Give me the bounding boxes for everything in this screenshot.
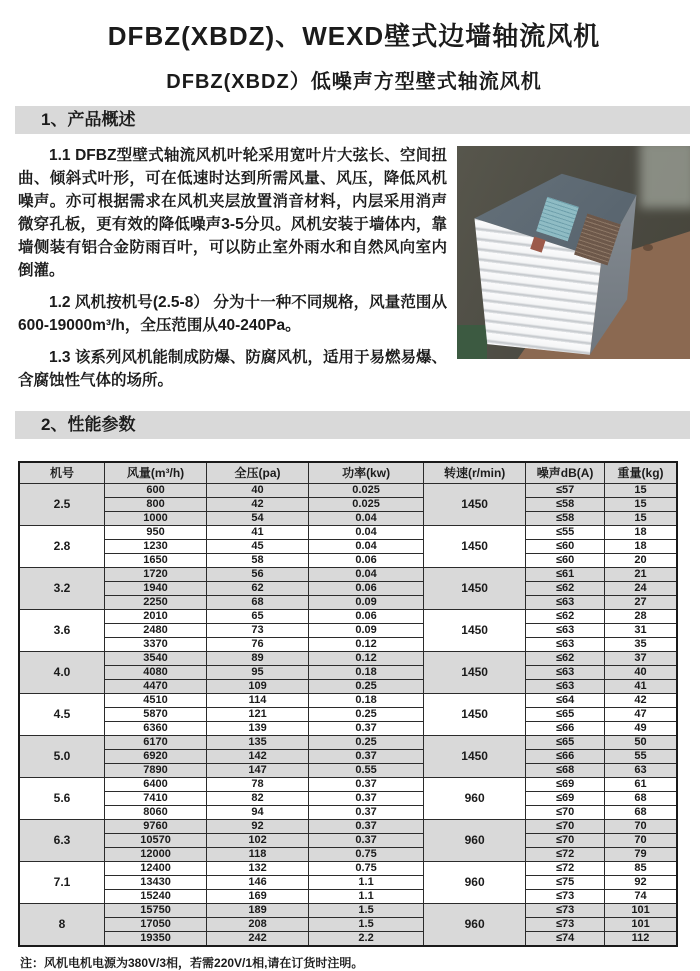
table-cell: 2.2 [309, 932, 424, 947]
table-cell: 1.1 [309, 890, 424, 904]
table-cell: ≤68 [526, 764, 605, 778]
table-cell: 89 [207, 652, 309, 666]
column-header: 风量(m³/h) [105, 462, 207, 484]
table-cell: ≤69 [526, 778, 605, 792]
table-cell: 7890 [105, 764, 207, 778]
product-photo [457, 146, 690, 359]
table-cell: 42 [605, 694, 677, 708]
table-row [19, 694, 677, 708]
table-cell: 114 [207, 694, 309, 708]
column-header: 噪声dB(A) [526, 462, 605, 484]
table-cell: ≤73 [526, 890, 605, 904]
table-row [19, 736, 677, 750]
table-cell: 0.06 [309, 582, 424, 596]
table-cell: 68 [207, 596, 309, 610]
model-cell: 3.2 [19, 568, 105, 610]
table-cell: ≤58 [526, 512, 605, 526]
table-cell: 24 [605, 582, 677, 596]
table-row [19, 484, 677, 498]
table-row [19, 848, 677, 862]
table-cell: 18 [605, 540, 677, 554]
table-cell: 1.5 [309, 918, 424, 932]
column-header: 全压(pa) [207, 462, 309, 484]
table-cell: 1000 [105, 512, 207, 526]
table-cell: ≤63 [526, 680, 605, 694]
table-cell: 0.25 [309, 736, 424, 750]
table-cell: 68 [605, 792, 677, 806]
table-cell: 70 [605, 834, 677, 848]
table-cell: ≤63 [526, 666, 605, 680]
table-cell: 12000 [105, 848, 207, 862]
table-row [19, 862, 677, 876]
table-cell: 62 [207, 582, 309, 596]
table-cell: 13430 [105, 876, 207, 890]
table-cell: 12400 [105, 862, 207, 876]
paragraph-1-3: 1.3 该系列风机能制成防爆、防腐风机，适用于易燃易爆、含腐蚀性气体的场所。 [18, 349, 447, 389]
table-cell: 3540 [105, 652, 207, 666]
table-cell: 102 [207, 834, 309, 848]
table-row [19, 666, 677, 680]
table-cell: 0.55 [309, 764, 424, 778]
table-cell: 0.12 [309, 652, 424, 666]
table-cell: 49 [605, 722, 677, 736]
table-cell: 0.04 [309, 540, 424, 554]
table-row [19, 904, 677, 918]
table-cell: 63 [605, 764, 677, 778]
table-cell: 61 [605, 778, 677, 792]
table-cell: 0.37 [309, 834, 424, 848]
table-row [19, 764, 677, 778]
table-cell: 112 [605, 932, 677, 947]
table-row [19, 568, 677, 582]
table-cell: 45 [207, 540, 309, 554]
table-cell: 56 [207, 568, 309, 582]
table-cell: 10570 [105, 834, 207, 848]
table-cell: 27 [605, 596, 677, 610]
table-cell: 0.25 [309, 680, 424, 694]
table-row [19, 526, 677, 540]
table-cell: 15750 [105, 904, 207, 918]
table-row [19, 638, 677, 652]
table-row [19, 652, 677, 666]
speed-cell: 1450 [424, 736, 526, 778]
table-cell: 208 [207, 918, 309, 932]
table-cell: 2480 [105, 624, 207, 638]
table-cell: 1720 [105, 568, 207, 582]
table-cell: 7410 [105, 792, 207, 806]
table-cell: 4080 [105, 666, 207, 680]
model-cell: 2.8 [19, 526, 105, 568]
model-cell: 4.5 [19, 694, 105, 736]
table-cell: 54 [207, 512, 309, 526]
table-cell: 95 [207, 666, 309, 680]
table-cell: 47 [605, 708, 677, 722]
table-row [19, 834, 677, 848]
table-cell: ≤55 [526, 526, 605, 540]
model-cell: 4.0 [19, 652, 105, 694]
table-cell: ≤63 [526, 624, 605, 638]
table-cell: 85 [605, 862, 677, 876]
table-cell: 15 [605, 498, 677, 512]
table-cell: 242 [207, 932, 309, 947]
table-cell: 58 [207, 554, 309, 568]
table-cell: 21 [605, 568, 677, 582]
table-cell: 1.5 [309, 904, 424, 918]
table-cell: 6400 [105, 778, 207, 792]
table-cell: 4470 [105, 680, 207, 694]
table-cell: ≤61 [526, 568, 605, 582]
table-row [19, 890, 677, 904]
column-header: 转速(r/min) [424, 462, 526, 484]
table-cell: 28 [605, 610, 677, 624]
table-cell: 0.06 [309, 610, 424, 624]
table-cell: 4510 [105, 694, 207, 708]
table-cell: ≤70 [526, 834, 605, 848]
table-row [19, 512, 677, 526]
table-cell: ≤62 [526, 582, 605, 596]
table-cell: 15240 [105, 890, 207, 904]
table-row [19, 708, 677, 722]
model-cell: 5.0 [19, 736, 105, 778]
table-cell: 0.025 [309, 498, 424, 512]
table-cell: 0.37 [309, 792, 424, 806]
table-cell: ≤72 [526, 862, 605, 876]
table-cell: ≤74 [526, 932, 605, 947]
column-header: 机号 [19, 462, 105, 484]
table-cell: 20 [605, 554, 677, 568]
model-cell: 6.3 [19, 820, 105, 862]
table-row [19, 624, 677, 638]
table-cell: 40 [605, 666, 677, 680]
model-cell: 3.6 [19, 610, 105, 652]
table-cell: 600 [105, 484, 207, 498]
table-cell: 109 [207, 680, 309, 694]
table-row [19, 554, 677, 568]
table-cell: ≤64 [526, 694, 605, 708]
table-cell: 31 [605, 624, 677, 638]
table-cell: ≤65 [526, 736, 605, 750]
column-header: 重量(kg) [605, 462, 677, 484]
table-cell: 146 [207, 876, 309, 890]
table-cell: 0.18 [309, 666, 424, 680]
table-cell: 79 [605, 848, 677, 862]
table-cell: 15 [605, 512, 677, 526]
table-cell: 42 [207, 498, 309, 512]
table-row [19, 722, 677, 736]
table-cell: 74 [605, 890, 677, 904]
table-cell: 55 [605, 750, 677, 764]
table-cell: 0.75 [309, 862, 424, 876]
table-cell: 41 [605, 680, 677, 694]
table-row [19, 806, 677, 820]
table-cell: ≤75 [526, 876, 605, 890]
table-cell: 15 [605, 484, 677, 498]
photo-green-corner [457, 325, 487, 359]
table-cell: 0.04 [309, 526, 424, 540]
table-cell: 40 [207, 484, 309, 498]
table-row [19, 582, 677, 596]
table-cell: 0.09 [309, 596, 424, 610]
table-row [19, 932, 677, 947]
table-cell: 0.75 [309, 848, 424, 862]
table-cell: 76 [207, 638, 309, 652]
table-cell: 37 [605, 652, 677, 666]
table-row [19, 596, 677, 610]
model-cell: 2.5 [19, 484, 105, 526]
table-cell: 70 [605, 820, 677, 834]
table-cell: 189 [207, 904, 309, 918]
table-cell: 0.18 [309, 694, 424, 708]
speed-cell: 1450 [424, 568, 526, 610]
table-cell: 65 [207, 610, 309, 624]
table-cell: 5870 [105, 708, 207, 722]
table-cell: 82 [207, 792, 309, 806]
table-cell: ≤70 [526, 806, 605, 820]
table-cell: 78 [207, 778, 309, 792]
table-cell: 135 [207, 736, 309, 750]
speed-cell: 960 [424, 904, 526, 947]
table-row [19, 778, 677, 792]
table-cell: ≤69 [526, 792, 605, 806]
table-cell: 0.09 [309, 624, 424, 638]
table-cell: 2010 [105, 610, 207, 624]
speed-cell: 960 [424, 820, 526, 862]
table-row [19, 680, 677, 694]
table-cell: 147 [207, 764, 309, 778]
table-cell: 101 [605, 918, 677, 932]
table-cell: ≤73 [526, 904, 605, 918]
speed-cell: 960 [424, 778, 526, 820]
table-row [19, 820, 677, 834]
table-cell: ≤72 [526, 848, 605, 862]
speed-cell: 1450 [424, 694, 526, 736]
table-cell: 0.37 [309, 806, 424, 820]
table-cell: ≤70 [526, 820, 605, 834]
table-header-row [19, 462, 677, 484]
table-cell: 950 [105, 526, 207, 540]
table-cell: 101 [605, 904, 677, 918]
table-cell: ≤57 [526, 484, 605, 498]
table-cell: 1940 [105, 582, 207, 596]
table-cell: 6920 [105, 750, 207, 764]
section-1-heading [15, 106, 690, 134]
table-cell: 0.25 [309, 708, 424, 722]
table-footnote: 注：风机电机电源为380V/3相，若需220V/1相,请在订货时注明。 [20, 956, 364, 970]
table-cell: ≤62 [526, 652, 605, 666]
page-title: DFBZ(XBDZ)、WEXD壁式边墙轴流风机 [107, 21, 601, 51]
table-cell: ≤66 [526, 750, 605, 764]
table-cell: 169 [207, 890, 309, 904]
table-row [19, 750, 677, 764]
column-header: 功率(kw) [309, 462, 424, 484]
table-cell: 6360 [105, 722, 207, 736]
table-cell: 142 [207, 750, 309, 764]
table-cell: 17050 [105, 918, 207, 932]
table-cell: ≤58 [526, 498, 605, 512]
table-cell: 0.04 [309, 512, 424, 526]
table-cell: ≤63 [526, 596, 605, 610]
table-cell: 0.025 [309, 484, 424, 498]
speed-cell: 1450 [424, 526, 526, 568]
table-cell: 68 [605, 806, 677, 820]
table-cell: 8060 [105, 806, 207, 820]
overview-paragraphs [18, 144, 447, 401]
table-cell: 35 [605, 638, 677, 652]
table-row [19, 876, 677, 890]
table-cell: 0.06 [309, 554, 424, 568]
table-cell: 121 [207, 708, 309, 722]
table-cell: 0.37 [309, 722, 424, 736]
table-row [19, 792, 677, 806]
table-cell: 118 [207, 848, 309, 862]
table-row [19, 918, 677, 932]
model-cell: 7.1 [19, 862, 105, 904]
table-cell: 2250 [105, 596, 207, 610]
table-cell: ≤65 [526, 708, 605, 722]
overview-content [18, 144, 690, 401]
table-cell: 3370 [105, 638, 207, 652]
table-cell: ≤66 [526, 722, 605, 736]
table-cell: 0.04 [309, 568, 424, 582]
table-cell: ≤63 [526, 638, 605, 652]
section-2-heading [15, 411, 690, 439]
table-row [19, 540, 677, 554]
table-cell: 18 [605, 526, 677, 540]
table-cell: 0.12 [309, 638, 424, 652]
paragraph-1-1: 1.1 DFBZ型壁式轴流风机叶轮采用宽叶片大弦长、空间扭曲、倾斜式叶形，可在低速时达到所需风量、风压，降低风机噪声。亦可根据需求在风机夹层放置消音材料，内层采用消声微穿孔板，更有效的降低噪声3-5分贝。风机安装于墙体内，靠墙侧装有铝合金防雨百叶，可以防止室外雨水和自然风向室内倒灌。 [18, 147, 447, 279]
paragraph-1-2: 1.2 风机按机号(2.5-8） 分为十一种不同规格，风量范围从600-19000m³/h，全压范围从40-240Pa。 [18, 294, 447, 334]
section-2-heading-label: 2、性能参数 [41, 415, 136, 434]
table-cell: 73 [207, 624, 309, 638]
table-cell: 19350 [105, 932, 207, 947]
table-cell: 1230 [105, 540, 207, 554]
table-cell: 50 [605, 736, 677, 750]
table-cell: ≤60 [526, 540, 605, 554]
model-cell: 8 [19, 904, 105, 947]
table-cell: 1650 [105, 554, 207, 568]
table-cell: 92 [605, 876, 677, 890]
table-cell: 139 [207, 722, 309, 736]
table-cell: 0.37 [309, 750, 424, 764]
table-cell: 132 [207, 862, 309, 876]
table-cell: 6170 [105, 736, 207, 750]
table-cell: ≤62 [526, 610, 605, 624]
table-cell: 800 [105, 498, 207, 512]
table-cell: 94 [207, 806, 309, 820]
table-cell: 92 [207, 820, 309, 834]
page-subtitle: DFBZ(XBDZ）低噪声方型壁式轴流风机 [166, 71, 542, 93]
table-cell: 0.37 [309, 778, 424, 792]
speed-cell: 1450 [424, 610, 526, 652]
model-cell: 5.6 [19, 778, 105, 820]
table-row [19, 610, 677, 624]
table-cell: 41 [207, 526, 309, 540]
speed-cell: 1450 [424, 652, 526, 694]
speed-cell: 1450 [424, 484, 526, 526]
table-cell: 9760 [105, 820, 207, 834]
table-cell: ≤60 [526, 554, 605, 568]
speed-cell: 960 [424, 862, 526, 904]
table-row [19, 498, 677, 512]
photo-background-object [640, 146, 690, 208]
table-cell: ≤73 [526, 918, 605, 932]
performance-table [18, 461, 678, 947]
section-1-heading-label: 1、产品概述 [41, 110, 136, 129]
table-cell: 1.1 [309, 876, 424, 890]
table-cell: 0.37 [309, 820, 424, 834]
